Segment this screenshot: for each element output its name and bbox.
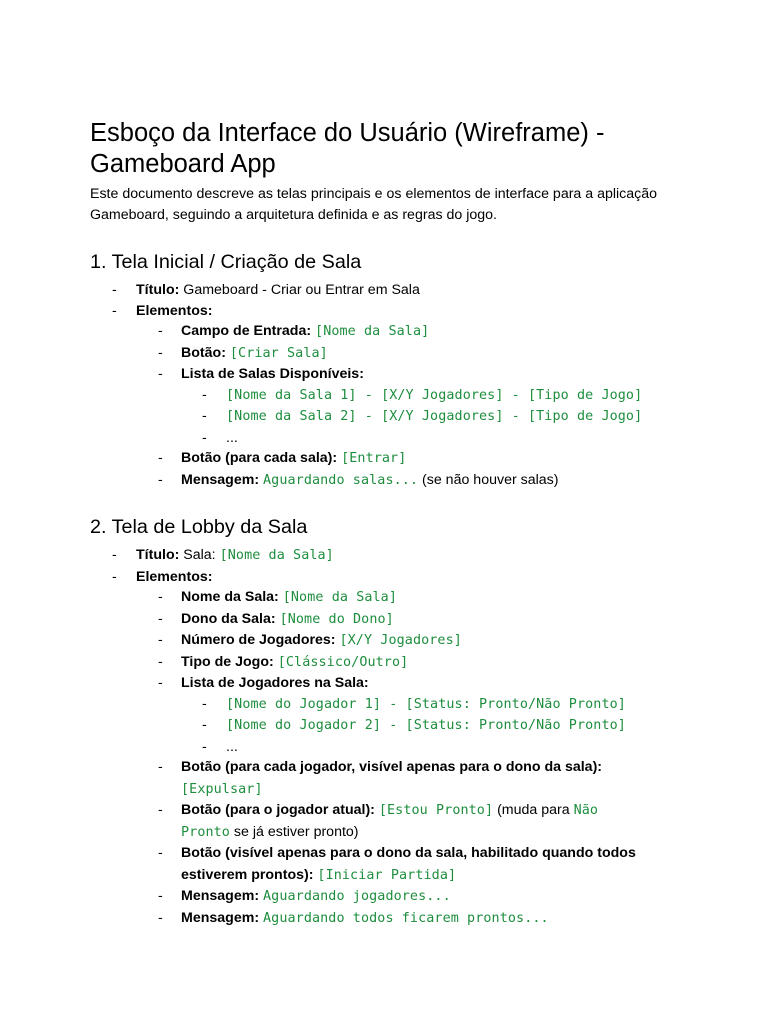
section1-heading: 1. Tela Inicial / Criação de Sala xyxy=(90,251,362,273)
botao-pronto-suffix: se já estiver pronto) xyxy=(229,823,359,840)
ellipsis: ... xyxy=(226,429,238,446)
botao-pronto-mid: (muda para xyxy=(493,802,574,818)
titulo-label: Título: xyxy=(136,547,180,563)
botao-iniciar-item xyxy=(90,843,690,886)
botao-pronto-label: Botão (para o jogador atual): xyxy=(181,802,375,818)
dono-label: Dono da Sala: xyxy=(181,610,276,627)
sala-1-value: [Nome da Sala 1] - [X/Y Jogadores] - [Tipo de Jogo] xyxy=(226,387,643,403)
section1-list xyxy=(90,280,690,491)
sala-list-item xyxy=(90,406,690,428)
mensagem2-value: Aguardando todos ficarem prontos... xyxy=(263,910,549,926)
botao-value: [Criar Sala] xyxy=(229,345,328,361)
titulo-prefix: Sala: xyxy=(179,547,220,563)
mensagem-item xyxy=(90,470,690,492)
jogador-list-item xyxy=(90,715,690,737)
section2-elementos-item xyxy=(90,567,690,930)
section1-titulo-item xyxy=(90,280,690,301)
jogador-2-value: [Nome do Jogador 2] - [Status: Pronto/Não Pronto] xyxy=(226,718,626,733)
jogador-list-item xyxy=(90,737,690,758)
botao-label: Botão: xyxy=(181,344,226,361)
section2-list xyxy=(90,545,690,929)
lista-salas-sublist xyxy=(181,385,690,449)
numero-value: [X/Y Jogadores] xyxy=(339,633,462,648)
dono-sala-item xyxy=(90,609,690,631)
botao-pronto-alt: Não Pronto xyxy=(181,803,599,840)
dono-value: [Nome do Dono] xyxy=(279,611,394,627)
titulo-value: [Nome da Sala] xyxy=(219,548,334,563)
intro-paragraph: Este documento descreve as telas principais e os elementos de interface para a aplicação Gameboard, seguindo a arquitetura definida e as regras do jogo. xyxy=(90,186,658,223)
section2-titulo-item xyxy=(90,545,690,567)
lista-salas-label: Lista de Salas Disponíveis: xyxy=(181,366,364,382)
ellipsis: ... xyxy=(226,738,238,755)
botao-criar-item xyxy=(90,343,690,365)
mensagem1-value: Aguardando jogadores... xyxy=(263,889,451,904)
sala-list-item xyxy=(90,428,690,449)
botao-iniciar-value: [Iniciar Partida] xyxy=(317,867,457,883)
titulo-value: Gameboard - Criar ou Entrar em Sala xyxy=(183,282,420,298)
mensagem-suffix: (se não houver salas) xyxy=(418,471,559,488)
botao-expulsar-item xyxy=(90,757,690,800)
lista-jogadores-sublist xyxy=(181,694,690,758)
numero-label: Número de Jogadores: xyxy=(181,632,336,648)
nome-sala-item xyxy=(90,587,690,609)
elementos-label: Elementos: xyxy=(136,568,213,585)
lista-jogadores-item xyxy=(90,673,690,757)
jogador-1-value: [Nome do Jogador 1] - [Status: Pronto/Não Pronto] xyxy=(226,696,626,712)
botao-expulsar-label: Botão (para cada jogador, visível apenas para o dono da sala): xyxy=(181,759,603,775)
mensagem1-label: Mensagem: xyxy=(181,888,260,904)
mensagem2-label: Mensagem: xyxy=(181,909,260,926)
botao-expulsar-value: [Expulsar] xyxy=(181,781,263,797)
section1-elements-list xyxy=(136,321,690,491)
section2-elements-list xyxy=(136,587,690,929)
lista-jogadores-label: Lista de Jogadores na Sala: xyxy=(181,675,369,691)
tipo-value: [Clássico/Outro] xyxy=(277,654,409,670)
section1-elementos-item xyxy=(90,301,690,492)
botao-pronto-value: [Estou Pronto] xyxy=(378,803,494,818)
jogador-list-item xyxy=(90,694,690,716)
botao-sala-label: Botão (para cada sala): xyxy=(181,450,338,466)
mensagem-value: Aguardando salas... xyxy=(263,472,419,488)
section2-heading: 2. Tela de Lobby da Sala xyxy=(90,516,308,538)
campo-label: Campo de Entrada: xyxy=(181,323,312,339)
sala-2-value: [Nome da Sala 2] - [X/Y Jogadores] - [Tipo de Jogo] xyxy=(226,409,643,424)
tipo-label: Tipo de Jogo: xyxy=(181,653,274,670)
botao-pronto-item xyxy=(90,800,690,843)
botao-entrar-item xyxy=(90,448,690,470)
lista-salas-item xyxy=(90,364,690,448)
numero-jogadores-item xyxy=(90,630,690,652)
document-title: Esboço da Interface do Usuário (Wireframe) - Gameboard App xyxy=(90,119,605,178)
mensagem-label: Mensagem: xyxy=(181,471,260,488)
elementos-label: Elementos: xyxy=(136,302,213,319)
mensagem-item xyxy=(90,886,690,908)
document-page xyxy=(90,118,690,929)
nome-sala-value: [Nome da Sala] xyxy=(282,590,398,605)
tipo-jogo-item xyxy=(90,652,690,674)
mensagem-item xyxy=(90,908,690,930)
campo-value: [Nome da Sala] xyxy=(315,324,430,339)
botao-iniciar-label: Botão (visível apenas para o dono da sala, habilitado quando todos estiverem prontos): xyxy=(181,845,636,883)
botao-sala-value: [Entrar] xyxy=(341,451,407,466)
nome-sala-label: Nome da Sala: xyxy=(181,589,279,605)
campo-entrada-item xyxy=(90,321,690,343)
sala-list-item xyxy=(90,385,690,407)
titulo-label: Título: xyxy=(136,282,180,298)
